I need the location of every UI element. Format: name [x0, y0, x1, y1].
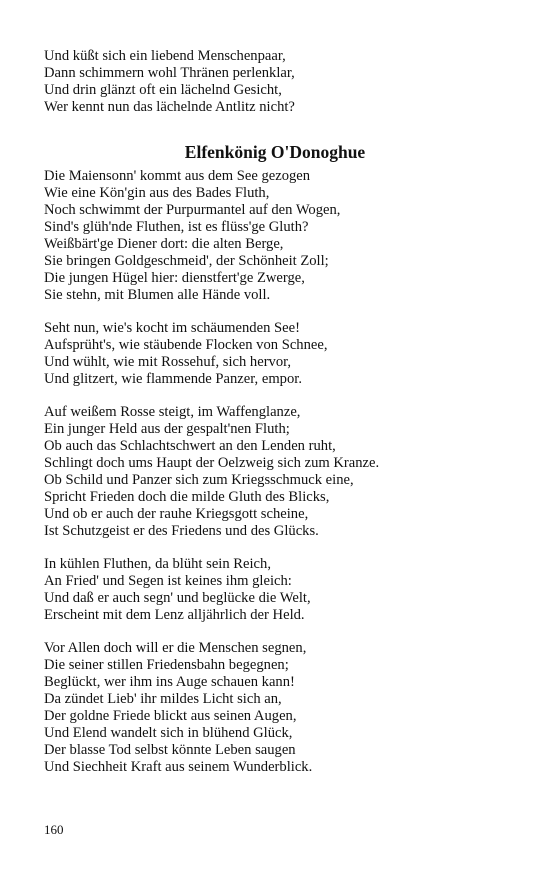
verse-line: Ob Schild und Panzer sich zum Kriegsschmuck eine,: [44, 472, 354, 488]
stanza-5: [44, 640, 312, 776]
stanza-1: [44, 168, 340, 304]
verse-line: Und ob er auch der rauhe Kriegsgott scheine,: [44, 506, 309, 522]
verse-line: Und Elend wandelt sich in blühend Glück,: [44, 725, 293, 741]
verse-line: In kühlen Fluthen, da blüht sein Reich,: [44, 556, 271, 572]
stanza-4: [44, 556, 311, 624]
verse-line: Und daß er auch segn' und beglücke die Welt,: [44, 590, 311, 606]
stanza-3: [44, 404, 379, 540]
verse-line: Sind's glüh'nde Fluthen, ist es flüss'ge Gluth?: [44, 219, 309, 235]
verse-line: Und Siechheit Kraft aus seinem Wunderblick.: [44, 759, 313, 775]
verse-line: Und glitzert, wie flammende Panzer, empor.: [44, 371, 302, 387]
verse-line: Und küßt sich ein liebend Menschenpaar,: [44, 48, 286, 64]
verse-line: Beglückt, wer ihm ins Auge schauen kann!: [44, 674, 295, 690]
verse-line: Weißbärt'ge Diener dort: die alten Berge,: [44, 236, 284, 252]
verse-line: Spricht Frieden doch die milde Gluth des Blicks,: [44, 489, 330, 505]
verse-line: Und wühlt, wie mit Rossehuf, sich hervor,: [44, 354, 292, 370]
verse-line: Erscheint mit dem Lenz alljährlich der Held.: [44, 607, 305, 623]
verse-line: Seht nun, wie's kocht im schäumenden See!: [44, 320, 300, 336]
verse-line: Vor Allen doch will er die Menschen segnen,: [44, 640, 307, 656]
verse-line: Auf weißem Rosse steigt, im Waffenglanze,: [44, 404, 301, 420]
poem-title: Elfenkönig O'Donoghue: [184, 142, 366, 162]
verse-line: Dann schimmern wohl Thränen perlenklar,: [44, 65, 295, 81]
verse-line: Wer kennt nun das lächelnde Antlitz nicht?: [44, 99, 295, 115]
verse-line: Ist Schutzgeist er des Friedens und des Glücks.: [44, 523, 319, 539]
verse-line: Die Maiensonn' kommt aus dem See gezogen: [44, 168, 311, 184]
verse-line: Und drin glänzt oft ein lächelnd Gesicht,: [44, 82, 282, 98]
stanza-opening: [44, 48, 295, 116]
verse-line: Sie stehn, mit Blumen alle Hände voll.: [44, 287, 271, 303]
verse-line: Sie bringen Goldgeschmeid', der Schönheit Zoll;: [44, 253, 329, 269]
verse-line: Der blasse Tod selbst könnte Leben saugen: [44, 742, 296, 758]
verse-line: Aufsprüht's, wie stäubende Flocken von Schnee,: [44, 337, 328, 353]
verse-line: Die jungen Hügel hier: dienstfert'ge Zwerge,: [44, 270, 305, 286]
verse-line: Noch schwimmt der Purpurmantel auf den Wogen,: [44, 202, 341, 218]
stanza-2: [44, 320, 328, 388]
verse-line: Da zündet Lieb' ihr mildes Licht sich an,: [44, 691, 282, 707]
verse-line: Schlingt doch ums Haupt der Oelzweig sich zum Kranze.: [44, 455, 380, 471]
verse-line: Die seiner stillen Friedensbahn begegnen;: [44, 657, 289, 673]
verse-line: Ein junger Held aus der gespalt'nen Fluth;: [44, 421, 290, 437]
verse-line: Ob auch das Schlachtschwert an den Lenden ruht,: [44, 438, 336, 454]
verse-line: Der goldne Friede blickt aus seinen Augen,: [44, 708, 297, 724]
page-number: 160: [44, 822, 64, 837]
verse-line: Wie eine Kön'gin aus des Bades Fluth,: [44, 185, 270, 201]
verse-line: An Fried' und Segen ist keines ihm gleich:: [44, 573, 292, 589]
